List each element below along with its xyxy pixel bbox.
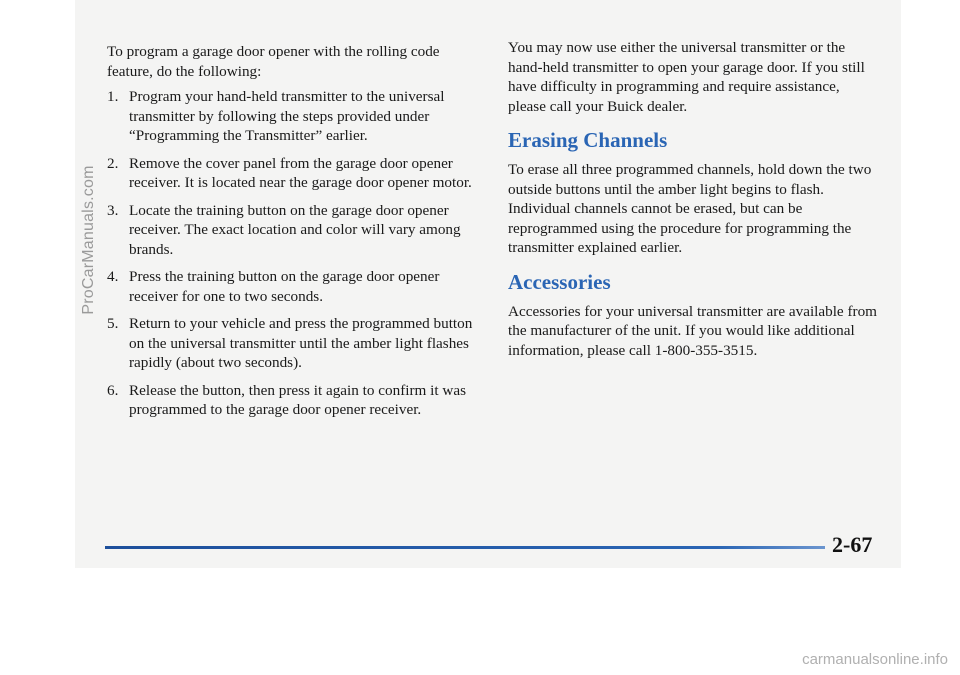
right-column — [508, 38, 880, 360]
page-number: 2-67 — [832, 532, 873, 557]
erasing-channels-text: To erase all three programmed channels, hold down the two outside buttons until the amber light begins to flash. Individual channels cannot be erased, but can be reprogrammed using the procedure for programming the transmitter explained earlier. — [508, 161, 872, 256]
steps-list — [107, 87, 477, 420]
step-text: Return to your vehicle and press the programmed button on the universal transmitter until the amber light flashes rapidly (about two seconds). — [129, 315, 473, 371]
step-item — [107, 267, 477, 306]
step-text: Remove the cover panel from the garage door opener receiver. It is located near the garage door opener motor. — [129, 154, 472, 191]
step-item — [107, 381, 477, 420]
step-number: 5. — [107, 315, 119, 332]
step-item — [107, 314, 477, 373]
step-number: 4. — [107, 268, 119, 285]
step-text: Press the training button on the garage door opener receiver for one to two seconds. — [129, 268, 440, 305]
watermark-text: ProCarManuals.com — [80, 165, 97, 315]
left-intro: To program a garage door opener with the rolling code feature, do the following: — [107, 43, 440, 80]
step-item — [107, 154, 477, 193]
footer-brand: carmanualsonline.info — [802, 651, 948, 668]
step-text: Program your hand-held transmitter to the universal transmitter by following the steps provided under “Programming the Transmitter” earlier. — [129, 88, 445, 144]
right-intro: You may now use either the universal transmitter or the hand-held transmitter to open your garage door. If you still have difficulty in programming and require assistance, please call your Buick dealer. — [508, 39, 865, 115]
footer-rule — [105, 546, 825, 549]
step-number: 6. — [107, 381, 119, 399]
step-item — [107, 87, 477, 146]
step-number: 3. — [107, 201, 119, 219]
step-number: 1. — [107, 88, 119, 105]
left-column — [107, 42, 477, 428]
step-text: Locate the training button on the garage door opener receiver. The exact location and color will vary among brands. — [129, 201, 461, 258]
step-text: Release the button, then press it again to confirm it was programmed to the garage door opener receiver. — [129, 381, 466, 418]
step-number: 2. — [107, 154, 119, 172]
erasing-channels-heading: Erasing Channels — [508, 128, 668, 152]
accessories-text: Accessories for your universal transmitter are available from the manufacturer of the unit. If you would like additional information, please call 1-800-355-3515. — [508, 302, 877, 359]
accessories-heading: Accessories — [508, 269, 611, 294]
step-item — [107, 201, 477, 260]
